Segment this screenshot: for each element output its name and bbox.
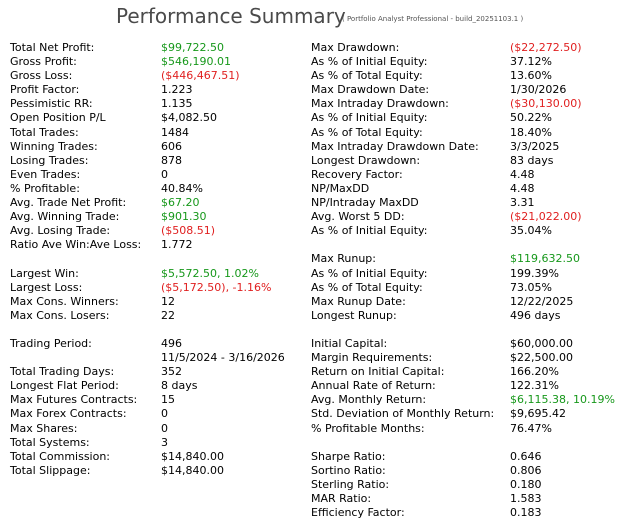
metric-value: $67.20 <box>161 196 200 210</box>
metric-label: Longest Drawdown: <box>311 153 421 167</box>
metric-label: Sharpe Ratio: <box>311 449 386 463</box>
metric-row <box>311 196 626 210</box>
metric-label: Max Forex Contracts: <box>10 407 127 421</box>
metric-value: $99,722.50 <box>161 41 224 54</box>
metric-label: Max Cons. Losers: <box>10 308 110 322</box>
metric-row <box>311 224 626 238</box>
metric-value: 13.60% <box>510 69 552 83</box>
metric-row <box>10 111 300 125</box>
metric-label: Total Net Profit: <box>10 41 95 54</box>
metric-value: 8 days <box>161 379 198 393</box>
metric-value: ($446,467.51) <box>161 69 240 83</box>
metric-label: Gross Loss: <box>10 69 73 83</box>
metric-label: Max Runup Date: <box>311 294 406 308</box>
metric-row <box>10 295 300 309</box>
metric-row <box>311 506 626 520</box>
metric-label: As % of Initial Equity: <box>311 111 428 125</box>
section-spacer <box>311 436 626 450</box>
section-spacer <box>311 323 626 337</box>
metric-label: As % of Initial Equity: <box>311 266 428 280</box>
metric-row <box>10 69 300 83</box>
page-title: Performance Summary <box>116 4 346 28</box>
metric-label: Max Cons. Winners: <box>10 294 119 308</box>
metric-row <box>10 238 300 252</box>
metric-label: Sterling Ratio: <box>311 477 390 491</box>
metric-value: 1.135 <box>161 97 193 111</box>
metric-label: Losing Trades: <box>10 153 89 167</box>
metric-value: 73.05% <box>510 280 552 294</box>
metric-value: 352 <box>161 365 182 379</box>
metric-value: 878 <box>161 153 182 167</box>
metric-label: Total Systems: <box>10 435 90 449</box>
metric-value: 0 <box>161 421 168 435</box>
metric-row <box>311 464 626 478</box>
metric-value: 4.48 <box>510 167 535 181</box>
metric-value: 166.20% <box>510 365 559 379</box>
metric-value: 22 <box>161 308 175 322</box>
metric-label: As % of Initial Equity: <box>311 55 428 69</box>
metric-row <box>10 379 300 393</box>
section-spacer <box>10 323 300 337</box>
metric-value: 11/5/2024 - 3/16/2026 <box>161 351 285 365</box>
metric-label: % Profitable: <box>10 181 80 195</box>
metric-row <box>10 126 300 140</box>
metric-label: Avg. Trade Net Profit: <box>10 196 127 210</box>
metric-row <box>311 69 626 83</box>
metric-label: Pessimistic RR: <box>10 97 93 111</box>
metric-row <box>311 309 626 323</box>
metric-label: Largest Loss: <box>10 280 83 294</box>
metric-row <box>10 436 300 450</box>
section-spacer <box>10 252 300 266</box>
metric-value: 12 <box>161 294 175 308</box>
metric-row <box>311 267 626 281</box>
metric-value: 0.646 <box>510 449 542 463</box>
metric-row <box>10 41 300 55</box>
metric-row <box>311 351 626 365</box>
metric-row <box>10 182 300 196</box>
metric-row <box>10 224 300 238</box>
metric-row <box>10 154 300 168</box>
metric-label: Efficiency Factor: <box>311 506 405 520</box>
metric-row <box>10 168 300 182</box>
metric-label: Gross Profit: <box>10 55 77 69</box>
metric-row <box>10 365 300 379</box>
metric-value: 1.583 <box>510 492 542 505</box>
metric-label: Return on Initial Capital: <box>311 365 445 379</box>
metric-label: Std. Deviation of Monthly Return: <box>311 407 495 421</box>
metric-value: 3/3/2025 <box>510 139 560 153</box>
metric-label: Max Runup: <box>311 252 376 266</box>
metric-label: Ratio Ave Win:Ave Loss: <box>10 238 142 252</box>
metric-row <box>311 422 626 436</box>
metric-value: ($508.51) <box>161 224 216 238</box>
metric-label: Annual Rate of Return: <box>311 379 436 393</box>
metric-value: 4.48 <box>510 181 535 195</box>
metric-value: $119,632.50 <box>510 252 580 266</box>
metric-row <box>311 154 626 168</box>
metric-row <box>10 309 300 323</box>
metric-label: Largest Win: <box>10 266 79 280</box>
metric-value: 1484 <box>161 125 189 139</box>
metric-value: $6,115.38, 10.19% <box>510 393 615 407</box>
metric-value: 0.806 <box>510 463 542 477</box>
metric-label: Max Futures Contracts: <box>10 393 138 407</box>
metric-row <box>311 379 626 393</box>
metric-label: Open Position P/L <box>10 111 106 125</box>
metric-label: Max Intraday Drawdown Date: <box>311 139 479 153</box>
metric-value: 606 <box>161 139 182 153</box>
metric-label: Trading Period: <box>10 336 92 350</box>
metric-label: Avg. Monthly Return: <box>311 393 427 407</box>
metric-row <box>10 337 300 351</box>
metric-value: $14,840.00 <box>161 463 224 477</box>
metric-label: Max Drawdown: <box>311 41 400 54</box>
metric-value: 0.180 <box>510 477 542 491</box>
metric-value: 37.12% <box>510 55 552 69</box>
metric-label: As % of Total Equity: <box>311 125 423 139</box>
metric-label: As % of Initial Equity: <box>311 224 428 238</box>
metric-label: NP/Intraday MaxDD <box>311 196 419 210</box>
metric-value: 76.47% <box>510 421 552 435</box>
section-spacer <box>311 238 626 252</box>
metric-row <box>10 407 300 421</box>
metric-row <box>10 210 300 224</box>
metric-value: 122.31% <box>510 379 559 393</box>
metric-value: ($21,022.00) <box>510 210 582 224</box>
metric-value: $901.30 <box>161 210 207 224</box>
metric-value: 40.84% <box>161 181 203 195</box>
metric-value: $14,840.00 <box>161 449 224 463</box>
metric-label: Total Slippage: <box>10 463 91 477</box>
metric-row <box>311 140 626 154</box>
metric-value: ($5,172.50), -1.16% <box>161 280 272 294</box>
metric-label: Total Commission: <box>10 449 111 463</box>
metric-row <box>311 111 626 125</box>
metric-value: 18.40% <box>510 125 552 139</box>
metric-value: $546,190.01 <box>161 55 231 69</box>
metric-value: $5,572.50, 1.02% <box>161 266 259 280</box>
left-metrics-column <box>10 41 300 478</box>
metric-row <box>311 450 626 464</box>
metric-value: $22,500.00 <box>510 351 573 365</box>
metric-row <box>311 210 626 224</box>
metric-row <box>311 41 626 55</box>
metric-value: 3 <box>161 435 168 449</box>
metric-row <box>311 478 626 492</box>
metric-row <box>311 252 626 266</box>
metric-row <box>10 140 300 154</box>
metric-value: 0 <box>161 407 168 421</box>
metric-row <box>10 55 300 69</box>
metric-value: $4,082.50 <box>161 111 217 125</box>
metric-row <box>311 407 626 421</box>
metric-row <box>10 196 300 210</box>
metric-value: 50.22% <box>510 111 552 125</box>
metric-label: Avg. Worst 5 DD: <box>311 210 405 224</box>
metric-label: Total Trades: <box>10 125 79 139</box>
metric-label: Total Trading Days: <box>10 365 115 379</box>
metric-label: Winning Trades: <box>10 139 98 153</box>
metric-value: $9,695.42 <box>510 407 566 421</box>
metric-label: As % of Total Equity: <box>311 280 423 294</box>
metric-row <box>311 182 626 196</box>
metric-label: Max Intraday Drawdown: <box>311 97 449 111</box>
metric-label: NP/MaxDD <box>311 181 370 195</box>
metric-value: 35.04% <box>510 224 552 238</box>
metric-row <box>311 393 626 407</box>
metric-row <box>10 464 300 478</box>
metric-row <box>311 281 626 295</box>
metric-value: 3.31 <box>510 196 535 210</box>
metric-value: ($30,130.00) <box>510 97 582 111</box>
metric-label: Longest Flat Period: <box>10 379 119 393</box>
metric-value: 15 <box>161 393 175 407</box>
metric-row <box>10 97 300 111</box>
metric-value: 496 days <box>510 308 561 322</box>
metric-row <box>311 337 626 351</box>
metric-row <box>10 422 300 436</box>
metric-label: Avg. Winning Trade: <box>10 210 120 224</box>
metric-label: Longest Runup: <box>311 308 397 322</box>
metric-row <box>10 83 300 97</box>
right-metrics-column <box>311 41 626 520</box>
metric-label: MAR Ratio: <box>311 492 372 505</box>
metric-value: 1.223 <box>161 83 193 97</box>
metric-row <box>311 126 626 140</box>
metric-value: 496 <box>161 336 182 350</box>
metric-value: 1.772 <box>161 238 193 252</box>
metric-row <box>311 365 626 379</box>
build-subtitle: ( Portfolio Analyst Professional - build_20251103.1 ) <box>342 15 524 23</box>
metric-label: Profit Factor: <box>10 83 80 97</box>
metric-value: 83 days <box>510 153 554 167</box>
metric-label: % Profitable Months: <box>311 421 425 435</box>
metric-row <box>311 83 626 97</box>
metric-row <box>10 267 300 281</box>
metric-label: Recovery Factor: <box>311 167 403 181</box>
metric-label: Even Trades: <box>10 167 81 181</box>
metric-row <box>10 351 300 365</box>
metric-row <box>10 281 300 295</box>
metric-row <box>311 55 626 69</box>
metric-label: As % of Total Equity: <box>311 69 423 83</box>
metric-row <box>10 450 300 464</box>
metric-value: $60,000.00 <box>510 336 573 350</box>
metric-row <box>311 295 626 309</box>
metric-label: Max Drawdown Date: <box>311 83 430 97</box>
metric-row <box>311 97 626 111</box>
metric-label: Sortino Ratio: <box>311 463 386 477</box>
metric-label: Avg. Losing Trade: <box>10 224 111 238</box>
metric-label: Max Shares: <box>10 421 78 435</box>
metric-row <box>10 393 300 407</box>
metric-row <box>311 492 626 506</box>
metric-value: 12/22/2025 <box>510 294 574 308</box>
metric-value: ($22,272.50) <box>510 41 582 54</box>
metric-value: 1/30/2026 <box>510 83 567 97</box>
metric-value: 0.183 <box>510 506 542 520</box>
metric-value: 0 <box>161 167 168 181</box>
metric-label: Margin Requirements: <box>311 351 433 365</box>
metric-label: Initial Capital: <box>311 336 388 350</box>
metric-row <box>311 168 626 182</box>
metric-value: 199.39% <box>510 266 559 280</box>
